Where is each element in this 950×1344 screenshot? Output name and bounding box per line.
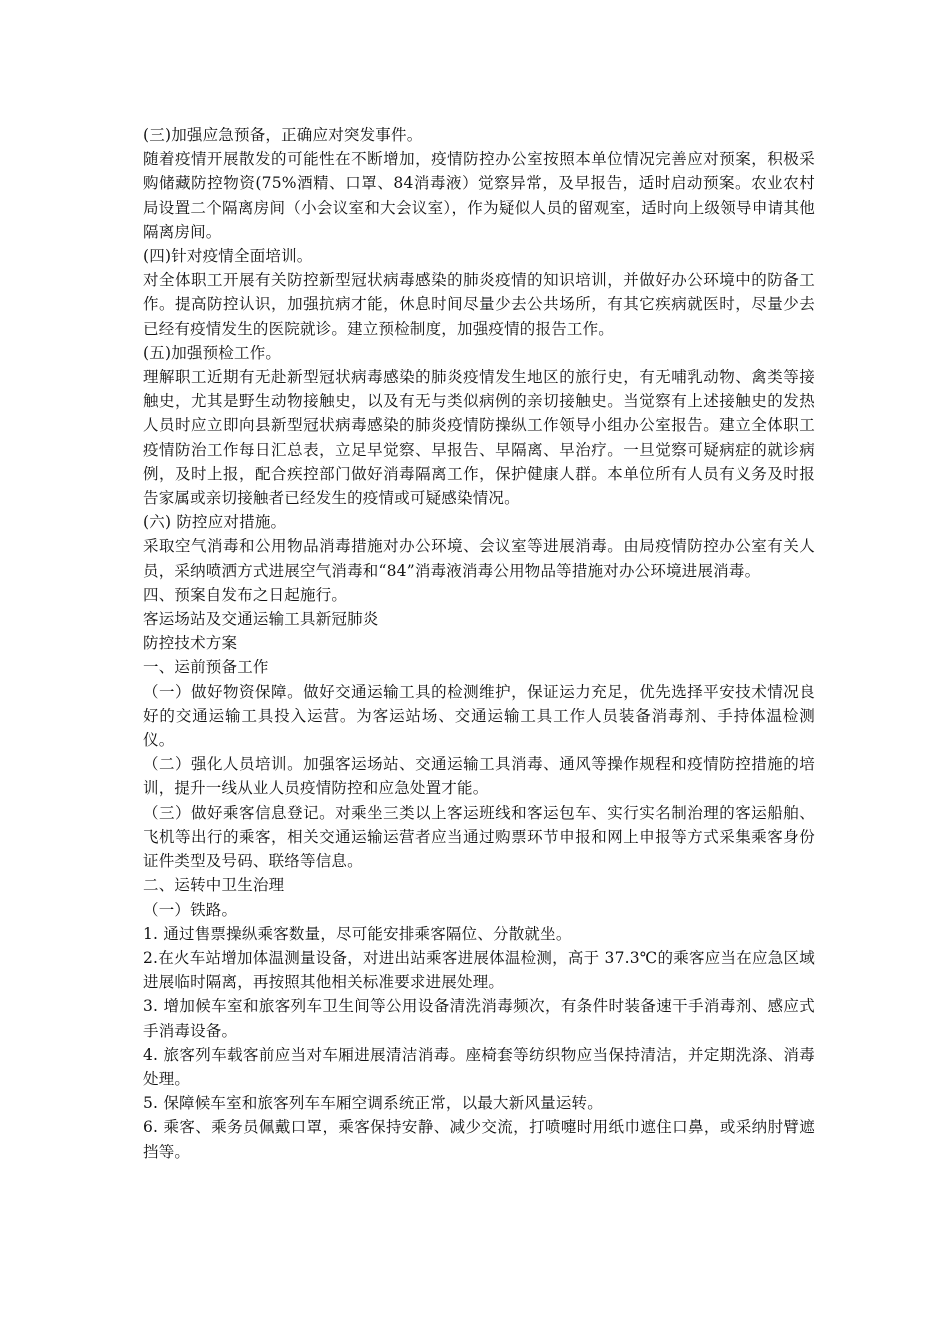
list-item-1: 1. 通过售票操纵乘客数量，尽可能安排乘客隔位、分散就坐。: [143, 924, 572, 943]
section-heading-pre-operation: 一、运前预备工作: [143, 658, 269, 677]
section-heading-operation-hygiene: 二、运转中卫生治理: [143, 876, 285, 895]
paragraph-passenger-registration: （三）做好乘客信息登记。对乘坐三类以上客运班线和客运包车、实行实名制治理的客运船舶、飞机等出行的乘客，相关交通运输运营者应当通过购票环节申报和网上申报等方式采集乘客身份证件类型及号码、联络等信息。: [143, 803, 815, 871]
section-heading-effective-date: 四、预案自发布之日起施行。: [143, 585, 348, 604]
section-heading-measures: (六) 防控应对措施。: [143, 513, 287, 532]
list-item-5: 5. 保障候车室和旅客列车车厢空调系统正常，以最大新风量运转。: [143, 1094, 603, 1113]
subsection-heading-railway: （一）铁路。: [143, 900, 238, 919]
paragraph-emergency-plan: 随着疫情开展散发的可能性在不断增加，疫情防控办公室按照本单位情况完善应对预案，积极采购储藏防控物资(75%酒精、口罩、84消毒液）觉察异常，及早报告，适时启动预案。农业农村局设置二个隔离房间（小会议室和大会议室），作为疑似人员的留观室，适时向上级领导申请其他隔离房间。: [143, 150, 815, 241]
section-heading-training: (四)针对疫情全面培训。: [143, 247, 313, 266]
section-heading-emergency-preparation: (三)加强应急预备，正确应对突发事件。: [143, 126, 423, 144]
document-title-line-2: 防控技术方案: [143, 634, 238, 653]
paragraph-training: 对全体职工开展有关防控新型冠状病毒感染的肺炎疫情的知识培训，并做好办公环境中的防备工作。提高防控认识，加强抗病才能，休息时间尽量少去公共场所，有其它疾病就医时，尽量少去已经有疫情发生的医院就诊。建立预检制度，加强疫情的报告工作。: [143, 271, 815, 338]
document-title-line-1: 客运场站及交通运输工具新冠肺炎: [143, 610, 379, 629]
paragraph-measures: 采取空气消毒和公用物品消毒措施对办公环境、会议室等进展消毒。由局疫情防控办公室有关人员，采纳喷洒方式进展空气消毒和“84”消毒液消毒公用物品等措施对办公环境进展消毒。: [143, 537, 815, 580]
list-item-2: 2.在火车站增加体温测量设备，对进出站乘客进展体温检测，高于 37.3℃的乘客应当在应急区域进展临时隔离，再按照其他相关标准要求进展处理。: [143, 948, 815, 992]
list-item-3: 3. 增加候车室和旅客列车卫生间等公用设备清洗消毒频次，有条件时装备速干手消毒剂、感应式手消毒设备。: [143, 997, 815, 1040]
section-heading-precheck: (五)加强预检工作。: [143, 343, 282, 362]
list-item-4: 4. 旅客列车载客前应当对车厢进展清洁消毒。座椅套等纺织物应当保持清洁，并定期洗涤、消毒处理。: [143, 1045, 815, 1088]
paragraph-precheck: 理解职工近期有无赴新型冠状病毒感染的肺炎疫情发生地区的旅行史，有无哺乳动物、禽类等接触史，尤其是野生动物接触史，以及有无与类似病例的亲切接触史。当觉察有上述接触史的发热人员时应立即向县新型冠状病毒感染的肺炎疫情防操纵工作领导小组办公室报告。建立全体职工疫情防治工作每日汇总表，立足早觉察、早报告、早隔离、早治疗。一旦觉察可疑病症的就诊病例，及时上报，配合疾控部门做好消毒隔离工作，保护健康人群。本单位所有人员有义务及时报告家属或亲切接触者已经发生的疫情或可疑感染情况。: [143, 368, 815, 508]
document-body: [143, 123, 815, 1164]
paragraph-supplies: （一）做好物资保障。做好交通运输工具的检测维护，保证运力充足，优先选择平安技术情况良好的交通运输工具投入运营。为客运站场、交通运输工具工作人员装备消毒剂、手持体温检测仪。: [143, 682, 815, 750]
list-item-6: 6. 乘客、乘务员佩戴口罩，乘客保持安静、减少交流，打喷嚏时用纸巾遮住口鼻，或采纳肘臂遮挡等。: [143, 1118, 815, 1161]
paragraph-staff-training: （二）强化人员培训。加强客运场站、交通运输工具消毒、通风等操作规程和疫情防控措施的培训，提升一线从业人员疫情防控和应急处置才能。: [143, 755, 815, 798]
